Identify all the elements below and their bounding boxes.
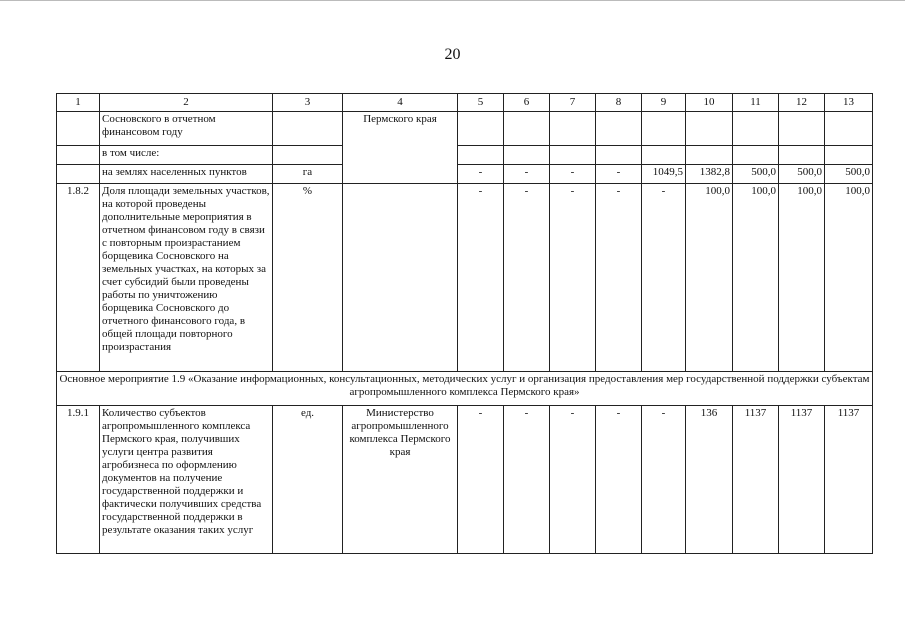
- indicator-name: Сосновского в отчетном финансовом году: [100, 112, 273, 146]
- value-cell: -: [458, 165, 504, 184]
- value-cell: 500,0: [733, 165, 779, 184]
- value-cell: -: [458, 184, 504, 372]
- value-cell: -: [642, 184, 686, 372]
- value-cell: -: [504, 165, 550, 184]
- page-number: 20: [444, 46, 461, 63]
- executor-cell: Пермского края: [343, 112, 458, 184]
- section-heading: Основное мероприятие 1.9 «Оказание информационных, консультационных, методических услуг и организация предоставления мер государственной поддержки субъектам агропромышленного комплекса Пермского края»: [57, 372, 873, 406]
- value-cell: -: [642, 406, 686, 554]
- col-header-10: 10: [686, 94, 733, 112]
- row-number: 1.9.1: [57, 406, 100, 554]
- value-cell: -: [458, 406, 504, 554]
- col-header-5: 5: [458, 94, 504, 112]
- value-cell: -: [550, 165, 596, 184]
- value-cell: 136: [686, 406, 733, 554]
- col-header-13: 13: [825, 94, 873, 112]
- table-row: [57, 112, 873, 146]
- value-cell: 1049,5: [642, 165, 686, 184]
- value-cell: 100,0: [686, 184, 733, 372]
- value-cell: 100,0: [779, 184, 825, 372]
- col-header-7: 7: [550, 94, 596, 112]
- value-cell: 100,0: [825, 184, 873, 372]
- value-cell: -: [550, 406, 596, 554]
- value-cell: 1137: [779, 406, 825, 554]
- col-header-2: 2: [100, 94, 273, 112]
- value-cell: 500,0: [779, 165, 825, 184]
- value-cell: 500,0: [825, 165, 873, 184]
- unit-cell: га: [273, 165, 343, 184]
- col-header-3: 3: [273, 94, 343, 112]
- table-row: [57, 184, 873, 372]
- col-header-11: 11: [733, 94, 779, 112]
- value-cell: 1137: [733, 406, 779, 554]
- col-header-1: 1: [57, 94, 100, 112]
- indicator-name: Доля площади земельных участков, на которой проведены дополнительные мероприятия в отчетном финансовом году в связи с повторным произрастанием борщевика Сосновского на земельных участках, на которых за счет субсидий были проведены работы по уничтожению борщевика Сосновского до отчетного финансового года, в общей площади повторного произрастания: [100, 184, 273, 372]
- unit-cell: ед.: [273, 406, 343, 554]
- executor-cell: Министерство агропромышленного комплекса Пермского края: [343, 406, 458, 554]
- col-header-8: 8: [596, 94, 642, 112]
- table-row: [57, 406, 873, 554]
- value-cell: 100,0: [733, 184, 779, 372]
- table-row: [57, 165, 873, 184]
- col-header-12: 12: [779, 94, 825, 112]
- indicator-name: на землях населенных пунктов: [100, 165, 273, 184]
- subheading: в том числе:: [100, 146, 273, 165]
- value-cell: -: [504, 406, 550, 554]
- row-number: 1.8.2: [57, 184, 100, 372]
- indicator-name: Количество субъектов агропромышленного комплекса Пермского края, получивших услуги центра развития агробизнеса по оформлению документов на получение государственной поддержки и фактически получивших средства государственной поддержки в результате оказания таких услуг: [100, 406, 273, 554]
- column-number-row: [57, 94, 873, 112]
- indicators-table: [56, 93, 873, 554]
- col-header-9: 9: [642, 94, 686, 112]
- value-cell: -: [596, 406, 642, 554]
- table-row: [57, 146, 873, 165]
- value-cell: 1137: [825, 406, 873, 554]
- value-cell: -: [596, 165, 642, 184]
- scan-top-edge: [0, 0, 905, 1]
- unit-cell: %: [273, 184, 343, 372]
- value-cell: 1382,8: [686, 165, 733, 184]
- value-cell: -: [504, 184, 550, 372]
- value-cell: -: [550, 184, 596, 372]
- section-row: [57, 372, 873, 406]
- col-header-4: 4: [343, 94, 458, 112]
- value-cell: -: [596, 184, 642, 372]
- col-header-6: 6: [504, 94, 550, 112]
